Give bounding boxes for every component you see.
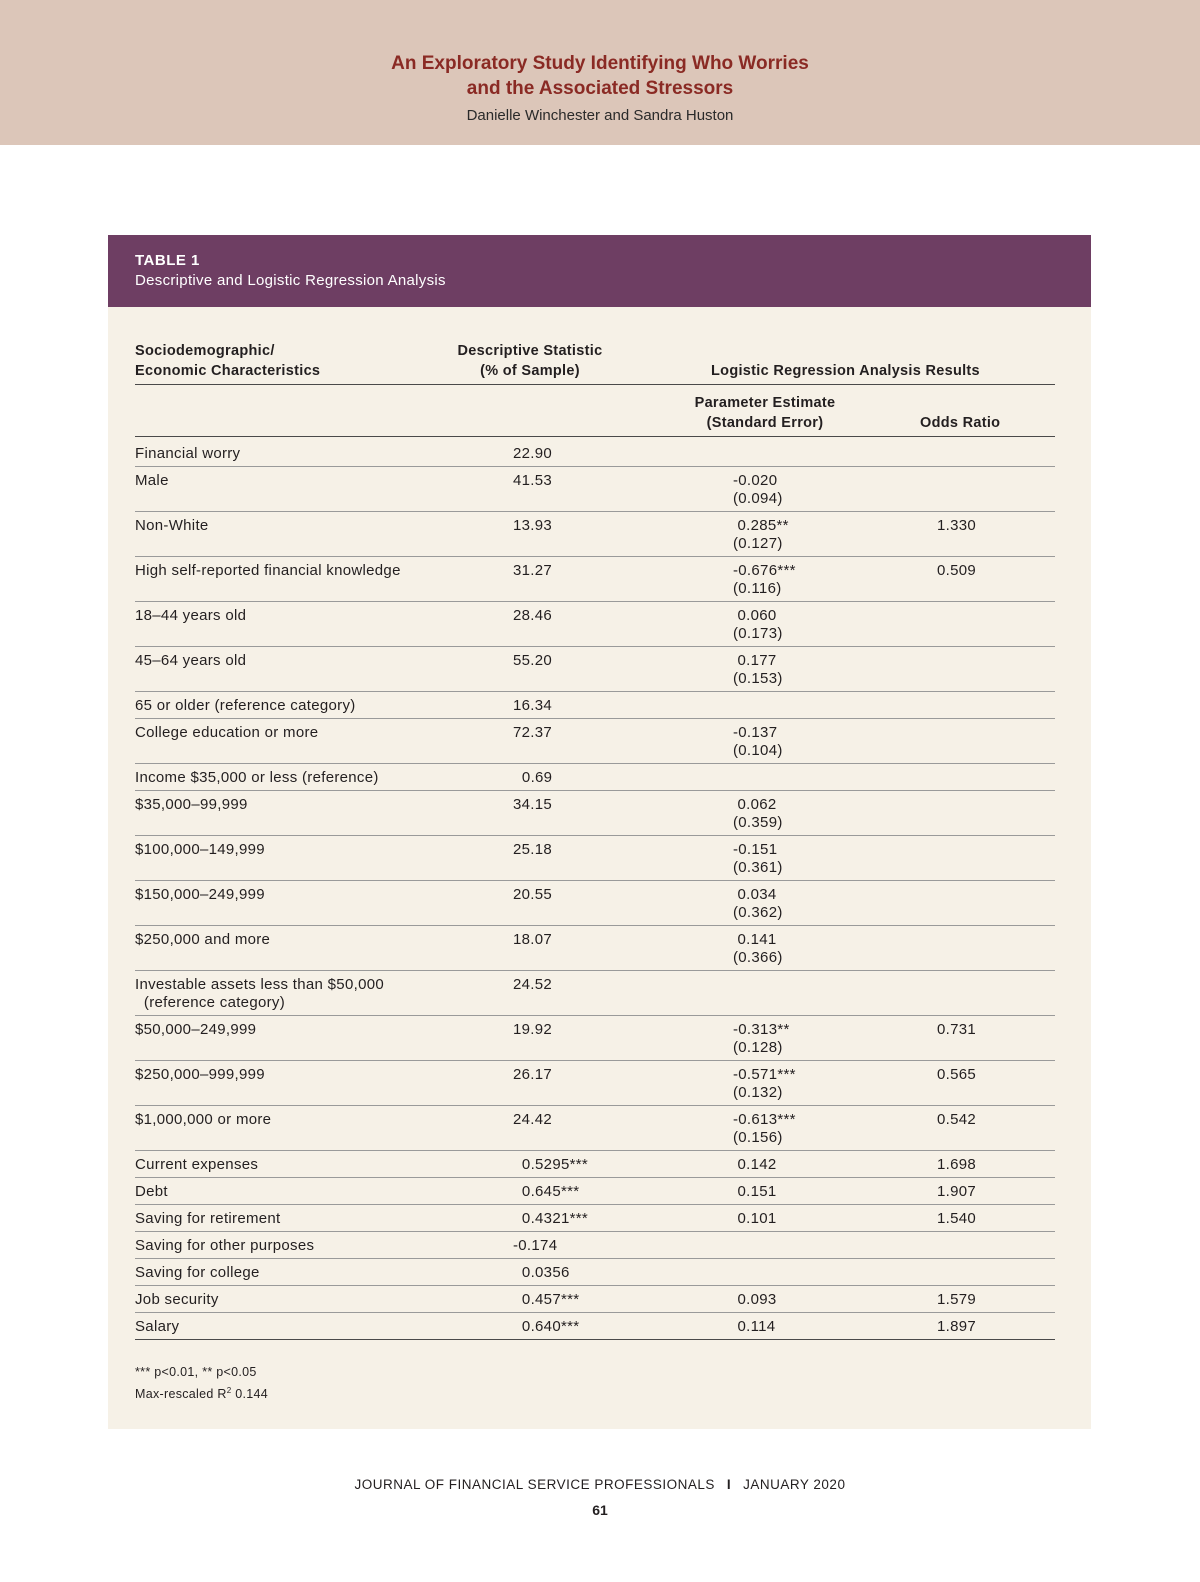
cell-characteristic: Male: [135, 472, 169, 489]
cell-characteristic: $1,000,000 or more: [135, 1111, 272, 1128]
cell-parameter-estimate: 0.141 (0.366): [733, 931, 783, 966]
cell-characteristic: Income $35,000 or less (reference): [135, 769, 379, 786]
cell-characteristic: Saving for other purposes: [135, 1237, 315, 1254]
cell-characteristic: Financial worry: [135, 445, 241, 462]
footnote-significance: *** p<0.01, ** p<0.05: [135, 1365, 257, 1379]
table-1: [108, 235, 1091, 1429]
header-rule-bottom: [135, 436, 1055, 437]
column-header-descriptive: [430, 341, 630, 381]
row-divider: [135, 790, 1055, 791]
row-divider: [135, 1177, 1055, 1178]
cell-descriptive: 0.457***: [513, 1291, 580, 1308]
cell-parameter-estimate: -0.571*** (0.132): [733, 1066, 796, 1101]
cell-characteristic: $150,000–249,999: [135, 886, 265, 903]
cell-odds-ratio: 1.907: [937, 1183, 977, 1200]
cell-parameter-estimate: 0.114: [733, 1318, 776, 1335]
row-divider: [135, 718, 1055, 719]
cell-descriptive: 0.69: [513, 769, 553, 786]
cell-odds-ratio: 0.542: [937, 1111, 977, 1128]
article-title-line2: and the Associated Stressors: [466, 78, 734, 99]
article-title-line1: An Exploratory Study Identifying Who Worries: [391, 53, 809, 74]
cell-characteristic: Debt: [135, 1183, 168, 1200]
row-divider: [135, 1060, 1055, 1061]
footnote-r2: [135, 1386, 268, 1401]
cell-odds-ratio: 1.579: [937, 1291, 977, 1308]
cell-parameter-estimate: -0.676*** (0.116): [733, 562, 796, 597]
page-footer: [0, 1477, 1200, 1492]
top-banner: [0, 0, 1200, 145]
cell-characteristic: Non-White: [135, 517, 209, 534]
row-divider: [135, 511, 1055, 512]
cell-characteristic: Saving for college: [135, 1264, 260, 1281]
cell-characteristic: Current expenses: [135, 1156, 259, 1173]
table-caption: Descriptive and Logistic Regression Analysis: [135, 272, 446, 289]
row-divider: [135, 1231, 1055, 1232]
row-divider: [135, 970, 1055, 971]
cell-odds-ratio: 1.540: [937, 1210, 977, 1227]
cell-characteristic: 18–44 years old: [135, 607, 247, 624]
cell-descriptive: 41.53: [513, 472, 553, 489]
cell-characteristic: $100,000–149,999: [135, 841, 265, 858]
cell-descriptive: 13.93: [513, 517, 553, 534]
row-divider: [135, 1312, 1055, 1313]
footnote-r2-superscript: 2: [226, 1386, 232, 1395]
cell-parameter-estimate: 0.062 (0.359): [733, 796, 783, 831]
column-header-odds: Odds Ratio: [920, 415, 1001, 431]
column-header-characteristics-line2: Economic Characteristics: [135, 363, 321, 379]
cell-descriptive: -0.174: [513, 1237, 558, 1254]
cell-descriptive: 72.37: [513, 724, 553, 741]
row-divider: [135, 763, 1055, 764]
row-divider: [135, 835, 1055, 836]
column-header-characteristics-line1: Sociodemographic/: [135, 343, 275, 359]
cell-parameter-estimate: -0.020 (0.094): [733, 472, 783, 507]
cell-descriptive: 24.42: [513, 1111, 553, 1128]
footnote-r2-value: 0.144: [231, 1387, 269, 1402]
row-divider: [135, 880, 1055, 881]
column-header-characteristics: [135, 341, 320, 381]
cell-characteristic: Saving for retirement: [135, 1210, 281, 1227]
row-divider: [135, 601, 1055, 602]
cell-parameter-estimate: 0.142: [733, 1156, 777, 1173]
cell-characteristic: $50,000–249,999: [135, 1021, 257, 1038]
cell-descriptive: 24.52: [513, 976, 553, 993]
cell-descriptive: 55.20: [513, 652, 553, 669]
cell-odds-ratio: 1.330: [937, 517, 977, 534]
cell-characteristic: 65 or older (reference category): [135, 697, 356, 714]
footer-journal: JOURNAL OF FINANCIAL SERVICE PROFESSIONALS: [354, 1477, 715, 1492]
cell-characteristic: High self-reported financial knowledge: [135, 562, 401, 579]
row-divider: [135, 646, 1055, 647]
cell-characteristic: 45–64 years old: [135, 652, 247, 669]
cell-descriptive: 31.27: [513, 562, 553, 579]
column-header-parameter-line2: (Standard Error): [706, 415, 824, 431]
column-header-descriptive-line2: (% of Sample): [480, 363, 580, 379]
cell-parameter-estimate: 0.151: [733, 1183, 777, 1200]
cell-characteristic: $35,000–99,999: [135, 796, 248, 813]
column-header-descriptive-line1: Descriptive Statistic: [457, 343, 603, 359]
footer-separator: I: [726, 1477, 732, 1492]
cell-parameter-estimate: 0.285** (0.127): [733, 517, 789, 552]
cell-parameter-estimate: 0.101: [733, 1210, 777, 1227]
cell-descriptive: 28.46: [513, 607, 553, 624]
cell-descriptive: 25.18: [513, 841, 553, 858]
cell-parameter-estimate: -0.137 (0.104): [733, 724, 783, 759]
header-rule-top: [135, 384, 1055, 385]
cell-odds-ratio: 0.509: [937, 562, 977, 579]
cell-odds-ratio: 0.565: [937, 1066, 977, 1083]
cell-characteristic: Job security: [135, 1291, 219, 1308]
row-divider: [135, 925, 1055, 926]
cell-odds-ratio: 1.698: [937, 1156, 977, 1173]
cell-characteristic: College education or more: [135, 724, 319, 741]
cell-characteristic: $250,000 and more: [135, 931, 271, 948]
cell-descriptive: 19.92: [513, 1021, 553, 1038]
footnote-r2-label: Max-rescaled R: [135, 1387, 227, 1402]
table-bottom-rule: [135, 1339, 1055, 1340]
cell-descriptive: 20.55: [513, 886, 553, 903]
row-divider: [135, 691, 1055, 692]
cell-parameter-estimate: 0.093: [733, 1291, 777, 1308]
cell-characteristic: Salary: [135, 1318, 180, 1335]
row-divider: [135, 556, 1055, 557]
footer-date: JANUARY 2020: [743, 1477, 846, 1492]
page-number: 61: [592, 1502, 608, 1518]
cell-odds-ratio: 1.897: [937, 1318, 977, 1335]
cell-descriptive: 0.0356: [513, 1264, 570, 1281]
cell-descriptive: 16.34: [513, 697, 553, 714]
cell-parameter-estimate: 0.177 (0.153): [733, 652, 783, 687]
cell-odds-ratio: 0.731: [937, 1021, 977, 1038]
table-label: TABLE 1: [135, 252, 200, 269]
cell-characteristic: Investable assets less than $50,000 (reference category): [135, 976, 384, 1011]
cell-descriptive: 0.645***: [513, 1183, 580, 1200]
cell-descriptive: 18.07: [513, 931, 553, 948]
cell-descriptive: 22.90: [513, 445, 553, 462]
article-title: [0, 51, 1200, 101]
cell-descriptive: 0.640***: [513, 1318, 580, 1335]
cell-characteristic: $250,000–999,999: [135, 1066, 265, 1083]
cell-parameter-estimate: -0.151 (0.361): [733, 841, 783, 876]
cell-descriptive: 0.4321***: [513, 1210, 589, 1227]
cell-parameter-estimate: -0.313** (0.128): [733, 1021, 790, 1056]
column-header-parameter-line1: Parameter Estimate: [694, 395, 836, 411]
row-divider: [135, 1105, 1055, 1106]
cell-descriptive: 0.5295***: [513, 1156, 589, 1173]
row-divider: [135, 466, 1055, 467]
row-divider: [135, 1015, 1055, 1016]
cell-descriptive: 34.15: [513, 796, 553, 813]
article-authors: Danielle Winchester and Sandra Huston: [466, 107, 734, 124]
cell-parameter-estimate: -0.613*** (0.156): [733, 1111, 796, 1146]
row-divider: [135, 1285, 1055, 1286]
column-header-parameter: [665, 393, 865, 433]
table-header-bar: [108, 235, 1091, 307]
cell-descriptive: 26.17: [513, 1066, 553, 1083]
cell-parameter-estimate: 0.060 (0.173): [733, 607, 783, 642]
row-divider: [135, 1204, 1055, 1205]
column-header-logistic-group: Logistic Regression Analysis Results: [711, 363, 980, 379]
cell-parameter-estimate: 0.034 (0.362): [733, 886, 783, 921]
row-divider: [135, 1258, 1055, 1259]
row-divider: [135, 1150, 1055, 1151]
